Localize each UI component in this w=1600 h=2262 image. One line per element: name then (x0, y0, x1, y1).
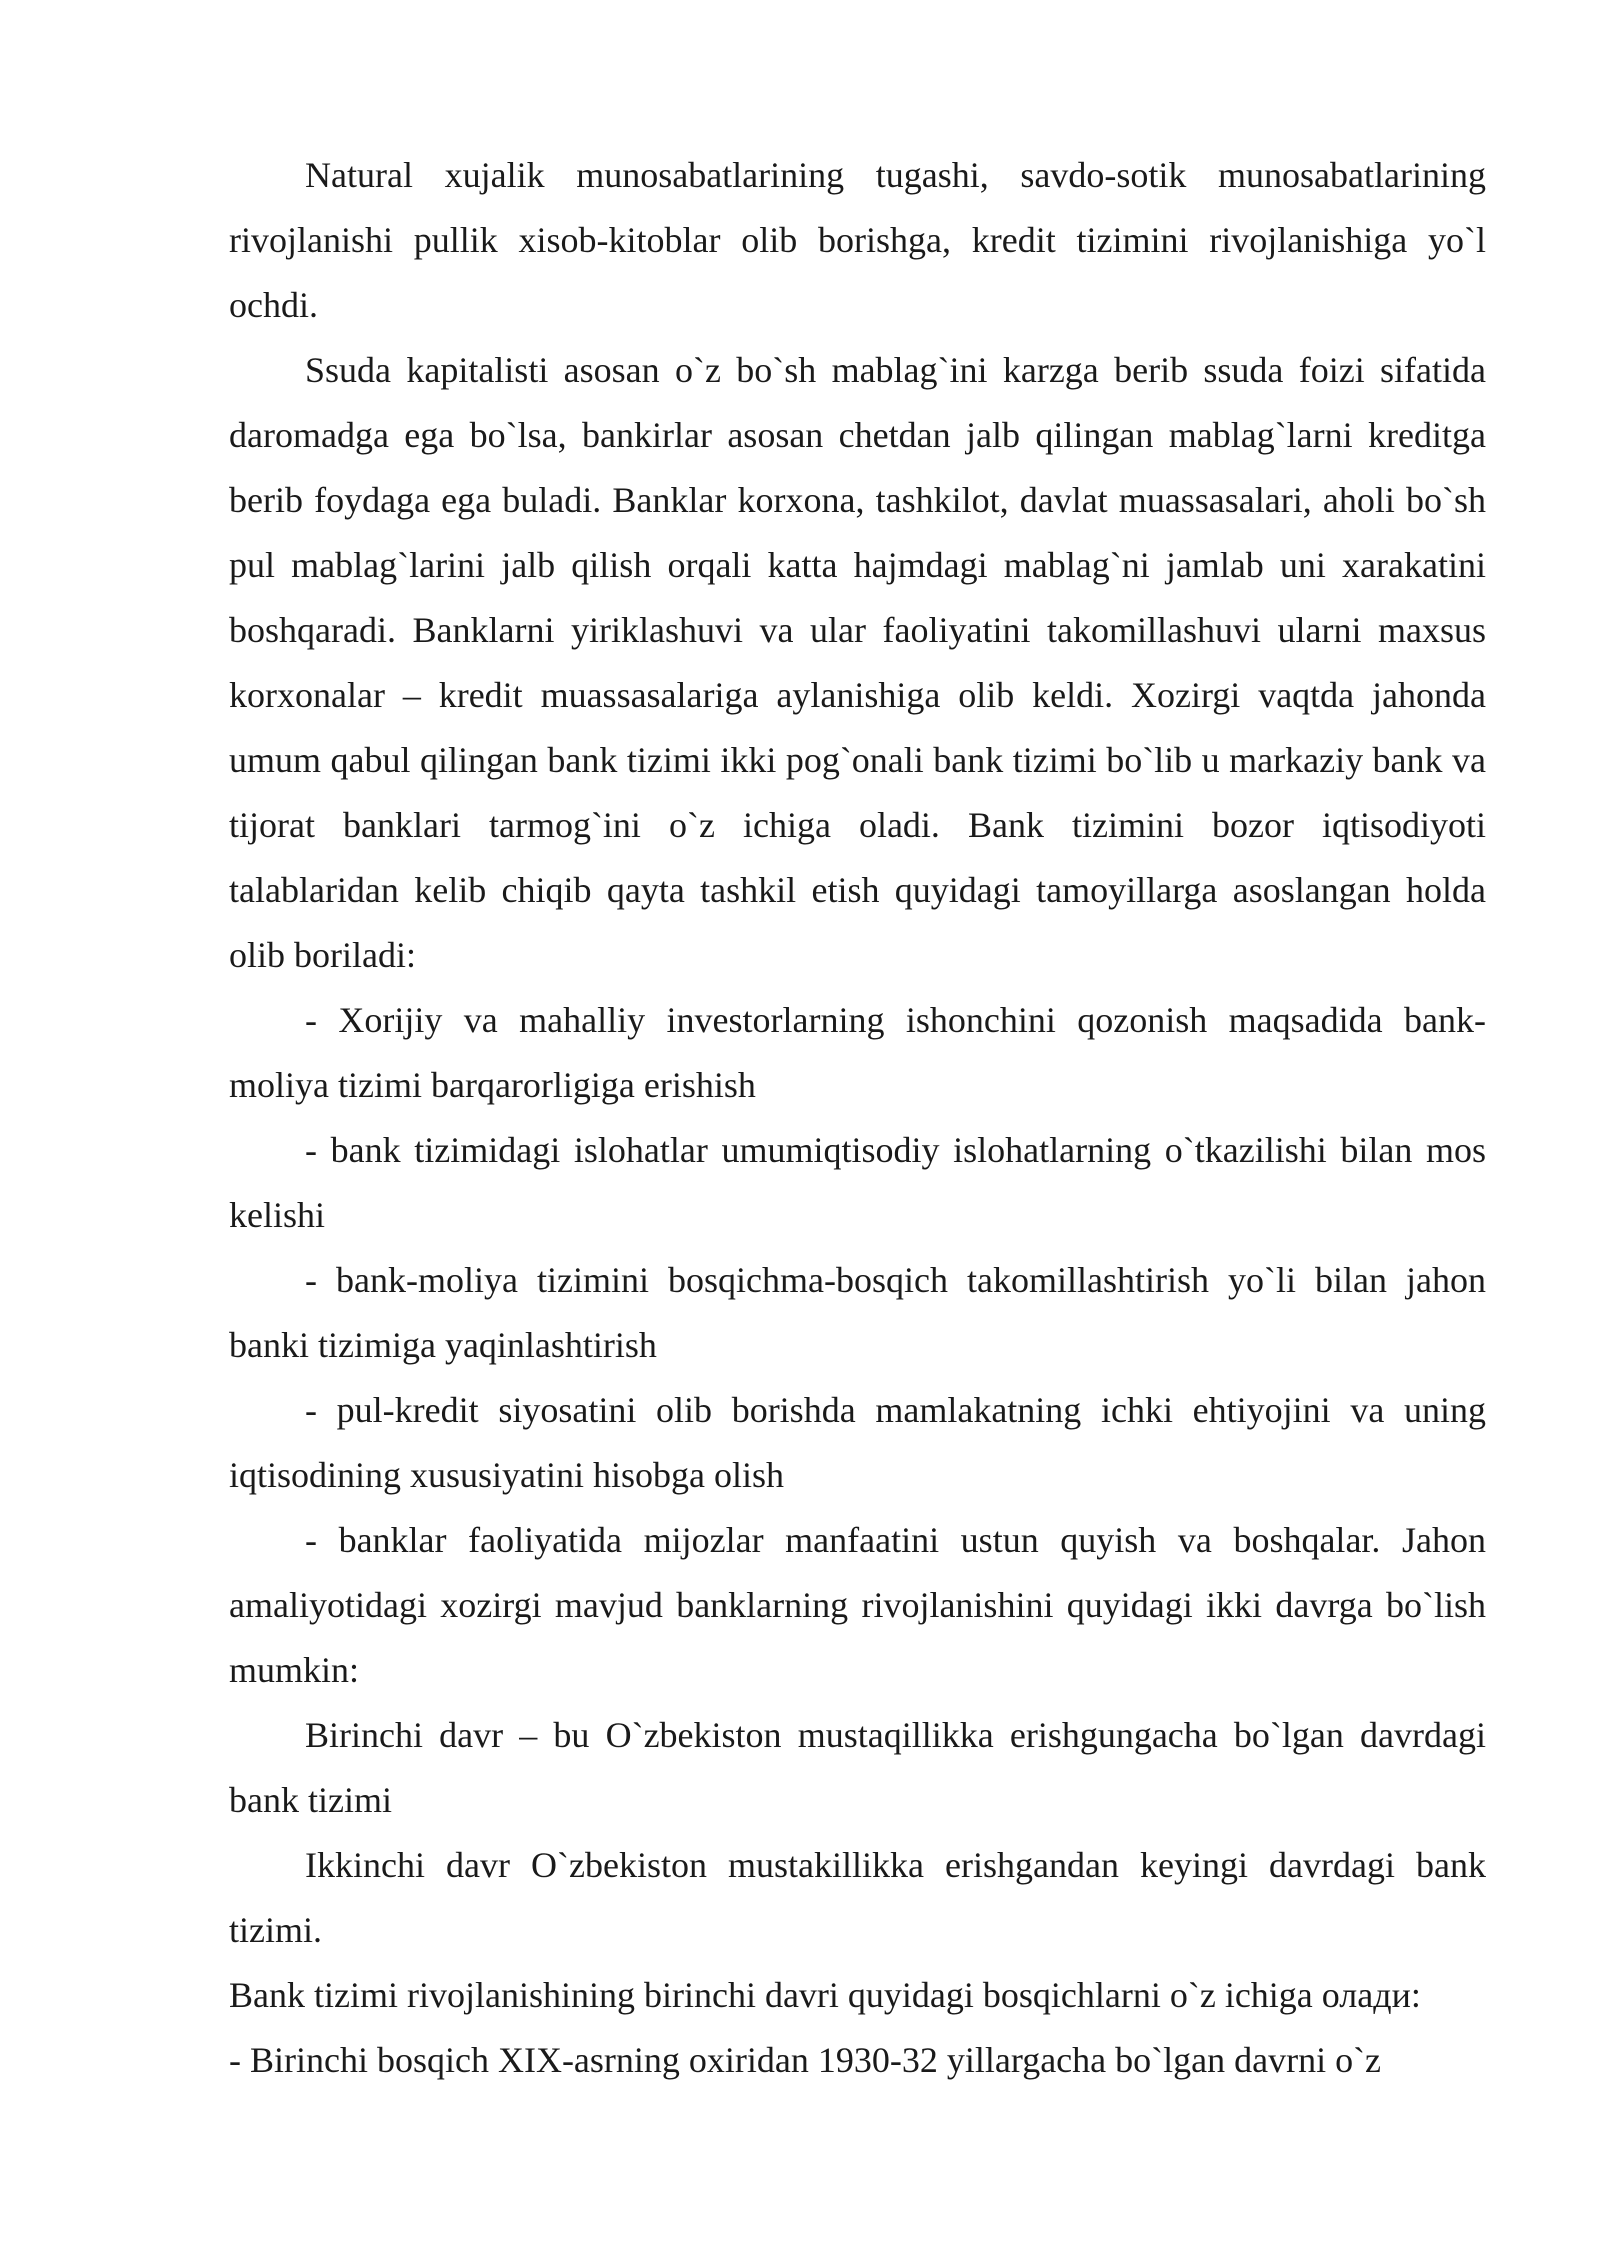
list-item-xorijiy-investorlar: - Xorijiy va mahalliy investorlarning ishonchini qozonish maqsadida bank-moliya tizimi barqarorligiga erishish (229, 1000, 1486, 1105)
list-item-pul-kredit-siyosati: - pul-kredit siyosatini olib borishda mamlakatning ichki ehtiyojini va uning iqtisodining xususiyatini hisobga olish (229, 1390, 1486, 1495)
list-item-birinchi-bosqich: - Birinchi bosqich XIX-asrning oxiridan 1930-32 yillargacha bo`lgan davrni o`z (229, 2040, 1382, 2080)
paragraph-natural-xujalik: Natural xujalik munosabatlarining tugashi, savdo-sotik munosabatlarining rivojlanishi pullik xisob-kitoblar olib borishga, kredit tizimini rivojlanishiga yo`l ochdi. (229, 155, 1486, 325)
paragraph-ssuda-kapitalisti: Ssuda kapitalisti asosan o`z bo`sh mablag`ini karzga berib ssuda foizi sifatida daromadga ega bo`lsa, bankirlar asosan chetdan jalb qilingan mablag`larni kreditga berib foydaga ega buladi. Banklar korxona, tashkilot, davlat muassasalari, aholi bo`sh pul mablag`larini jalb qilish orqali katta hajmdagi mablag`ni jamlab uni xarakatini boshqaradi. Banklarni yiriklashuvi va ular faoliyatini takomillashuvi ularni maxsus korxonalar – kredit muassasalariga aylanishiga olib keldi. Xozirgi vaqtda jahonda umum qabul qilingan bank tizimi ikki pog`onali bank tizimi bo`lib u markaziy bank va tijorat banklari tarmog`ini o`z ichiga oladi. Bank tizimini bozor iqtisodiyoti talablaridan kelib chiqib qayta tashkil etish quyidagi tamoyillarga asoslangan holda olib boriladi: (229, 350, 1486, 975)
list-item-mijozlar-manfaati: - banklar faoliyatida mijozlar manfaatini ustun quyish va boshqalar. Jahon amaliyotidagi xozirgi mavjud banklarning rivojlanishini quyidagi ikki davrga bo`lish mumkin: (229, 1520, 1486, 1690)
paragraph-ikkinchi-davr: Ikkinchi davr O`zbekiston mustakillikka erishgandan keyingi davrdagi bank tizimi. (229, 1845, 1486, 1950)
document-body (229, 143, 1486, 2093)
paragraph-birinchi-davr: Birinchi davr – bu O`zbekiston mustaqillikka erishgungacha bo`lgan davrdagi bank tizimi (229, 1715, 1486, 1820)
list-item-jahon-banki: - bank-moliya tizimini bosqichma-bosqich takomillashtirish yo`li bilan jahon banki tizimiga yaqinlashtirish (229, 1260, 1486, 1365)
paragraph-birinchi-davri-bosqichlar: Bank tizimi rivojlanishining birinchi davri quyidagi bosqichlarni o`z ichiga олади: (229, 1975, 1421, 2015)
list-item-bank-islohatlar: - bank tizimidagi islohatlar umumiqtisodiy islohatlarning o`tkazilishi bilan mos kelishi (229, 1130, 1486, 1235)
